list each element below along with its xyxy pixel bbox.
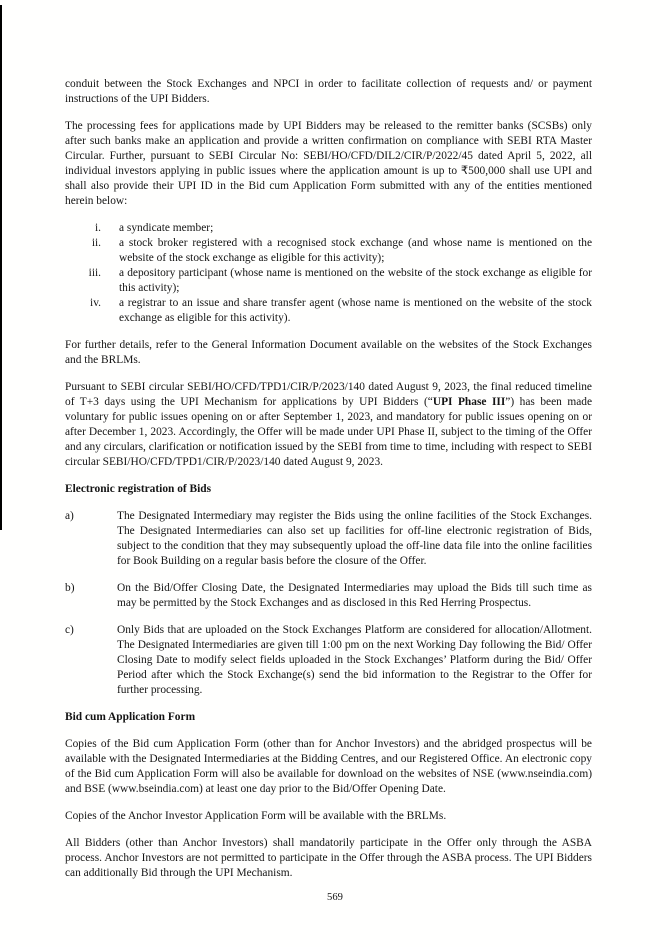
section-heading-bid-cum-application-form: Bid cum Application Form — [65, 711, 196, 723]
list-text: a depository participant (whose name is mentioned on the website of the stock exchange as eligible for this activity); — [119, 267, 592, 294]
list-text: a registrar to an issue and share transfer agent (whose name is mentioned on the website of the stock exchange as eligible for this activity). — [119, 297, 592, 324]
paragraph-conduit: conduit between the Stock Exchanges and NPCI in order to facilitate collection of requests and/ or payment instructions of the UPI Bidders. — [65, 78, 592, 105]
list-marker: b) — [65, 582, 75, 594]
roman-numeral-list — [65, 221, 592, 326]
paragraph-further-details: For further details, refer to the General Information Document available on the websites of the Stock Exchanges and the BRLMs. — [65, 339, 592, 366]
list-text: On the Bid/Offer Closing Date, the Designated Intermediaries may upload the Bids till such time as may be permitted by the Stock Exchanges and as disclosed in this Red Herring Prospectus. — [117, 582, 592, 609]
list-item — [65, 623, 592, 698]
paragraph-all-bidders: All Bidders (other than Anchor Investors) shall mandatorily participate in the Offer only through the ASBA process. Anchor Investors are not permitted to participate in the Offer through the ASBA process. The UPI Bidders can additionally Bid through the UPI Mechanism. — [65, 837, 592, 879]
list-text: Only Bids that are uploaded on the Stock Exchanges Platform are considered for allocation/Allotment. The Designated Intermediaries are given till 1:00 pm on the next Working Day following the Bid/ Offer Closing Date to modify select fields uploaded in the Stock Exchanges’ Platform during the Bid/ Offer Period after which the Stock Exchange(s) send the bid information to the Registrar to the Offer for further processing. — [117, 624, 592, 696]
list-item — [65, 509, 592, 569]
paragraph-processing-fees: The processing fees for applications made by UPI Bidders may be released to the remitter banks (SCSBs) only after such banks make an application and provide a written confirmation on compliance with SEBI RTA Master Circular. Further, pursuant to SEBI Circular No: SEBI/HO/CFD/DIL2/CIR/P/2022/45 dated April 5, 2022, all individual investors applying in public issues where the application amount is up to ₹500,000 shall use UPI and shall also provide their UPI ID in the Bid cum Application Form submitted with any of the entities mentioned herein below: — [65, 120, 592, 207]
list-item — [65, 221, 592, 236]
section-heading-electronic-registration: Electronic registration of Bids — [65, 483, 212, 495]
paragraph-anchor-investor-form: Copies of the Anchor Investor Application Form will be available with the BRLMs. — [65, 810, 447, 822]
list-item — [65, 266, 592, 296]
page-number: 569 — [327, 892, 343, 903]
list-text: a syndicate member; — [119, 222, 214, 234]
list-item — [65, 296, 592, 326]
list-marker: iv. — [90, 297, 101, 309]
list-marker: ii. — [91, 237, 101, 249]
list-marker: iii. — [88, 267, 101, 279]
paragraph-sebi-circular — [65, 380, 592, 470]
list-marker: c) — [65, 624, 74, 636]
alpha-list — [65, 509, 592, 698]
paragraph-text: Pursuant to SEBI circular SEBI/HO/CFD/TPD1/CIR/P/2023/140 dated August 9, 2023, the final reduced timeline of T+3 days using the UPI Mechanism for applications by UPI Bidders (“ — [65, 381, 592, 408]
bold-upi-phase-iii: UPI Phase III — [432, 396, 506, 408]
list-text: The Designated Intermediary may register the Bids using the online facilities of the Stock Exchanges. The Designated Intermediaries can also set up facilities for off-line electronic registration of Bids, subject to the condition that they may subsequently upload the off-line data file into the online facilities for Book Building on a regular basis before the closure of the Offer. — [117, 510, 592, 567]
list-item — [65, 236, 592, 266]
scan-edge-artifact-line — [0, 5, 2, 530]
list-marker: i. — [94, 222, 101, 234]
paragraph-text: ”) has been made voluntary for public issues opening on or after September 1, 2023, and mandatory for public issues opening on or after December 1, 2023. Accordingly, the Offer will be made under UPI Phase II, subject to the timing of the Offer and any circulars, clarification or notification issued by the SEBI from time to time, including with respect to SEBI circular SEBI/HO/CFD/TPD1/CIR/P/2023/140 dated August 9, 2023. — [65, 396, 593, 468]
document-body — [65, 77, 592, 893]
list-item — [65, 581, 592, 611]
paragraph-copies-bid-cum-form: Copies of the Bid cum Application Form (other than for Anchor Investors) and the abridged prospectus will be available with the Designated Intermediaries at the Bidding Centres, and our Registered Office. An electronic copy of the Bid cum Application Form will also be available for download on the websites of NSE (www.nseindia.com) and BSE (www.bseindia.com) at least one day prior to the Bid/Offer Opening Date. — [65, 738, 592, 795]
list-text: a stock broker registered with a recognised stock exchange (and whose name is mentioned on the website of the stock exchange as eligible for this activity); — [119, 237, 592, 264]
list-marker: a) — [65, 510, 74, 522]
